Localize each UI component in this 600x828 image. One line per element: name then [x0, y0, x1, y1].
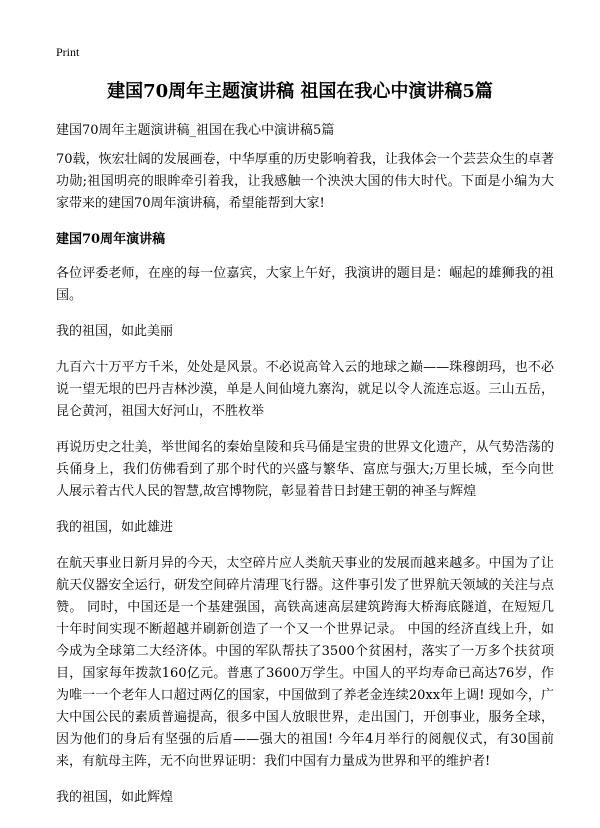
intro-paragraph: 70载，恢宏壮阔的发展画卷，中华厚重的历史影响着我，让我体会一个芸芸众生的卓著功勋;祖国明亮的眼眸牵引着我，让我感触一个泱泱大国的伟大时代。下面是小编为大家带来的建国70周年演讲稿，希望能帮到大家!	[56, 152, 554, 211]
print-label[interactable]: Print	[56, 45, 80, 59]
section-heading: 建国70周年演讲稿	[56, 232, 166, 247]
document-body	[56, 120, 554, 823]
strong-heading: 我的祖国，如此雄进	[56, 520, 174, 535]
history-paragraph: 再说历史之壮美，举世闻名的秦始皇陵和兵马俑是宝贵的世界文化遗产，从气势浩荡的兵俑身上，我们仿佛看到了那个时代的兴盛与繁华、富庶与强大;万里长城，至今向世人展示着古代人民的智慧,故宫博物院，彰显着昔日封建王朝的神圣与辉煌	[56, 440, 554, 499]
space-paragraph: 在航天事业日新月异的今天，太空碎片应人类航天事业的发展而越来越多。中国为了让航天仪器安全运行，研发空间碎片清理飞行器。这件事引发了世界航天领域的关注与点赞。 同时，中国还是一个基建强国，高铁高速高层建筑跨海大桥海底隧道，在短短几十年时间实现不断超越并刷新创造了一个又一个世界记录。 中国的经济直线上升，如今成为全球第二大经济体。中国的军队帮扶了3500个贫困村，落实了一万多个扶贫项目，国家每年拨款160亿元。普惠了3600万学生。中国人的平均寿命已高达76岁，作为唯一一个老年人口超过两亿的国家，中国做到了养老金连续20xx年上调! 现如今，广大中国公民的素质普遍提高，很多中国人放眼世界，走出国门，开创事业，服务全球，因为他们的身后有坚强的后盾——强大的祖国! 今年4月举行的阅舰仪式，有30国前来，有航母主阵，无不向世界证明：我们中国有力量成为世界和平的维护者!	[56, 556, 554, 769]
beautiful-paragraph: 九百六十万平方千米，处处是风景。不必说高耸入云的地球之巅——珠穆朗玛，也不必说一望无垠的巴丹吉林沙漠，单是人间仙境九寨沟，就足以令人流连忘返。三山五岳，昆仑黄河，祖国大好河山，不胜枚举	[56, 360, 554, 419]
beautiful-heading: 我的祖国，如此美丽	[56, 324, 174, 339]
document-title: 建国70周年主题演讲稿 祖国在我心中演讲稿5篇	[107, 81, 493, 102]
glorious-heading: 我的祖国，如此辉煌	[56, 790, 174, 805]
greeting-paragraph: 各位评委老师，在座的每一位嘉宾，大家上午好，我演讲的题目是：崛起的雄狮我的祖国。	[56, 266, 554, 303]
document-subtitle: 建国70周年主题演讲稿_祖国在我心中演讲稿5篇	[56, 123, 335, 138]
